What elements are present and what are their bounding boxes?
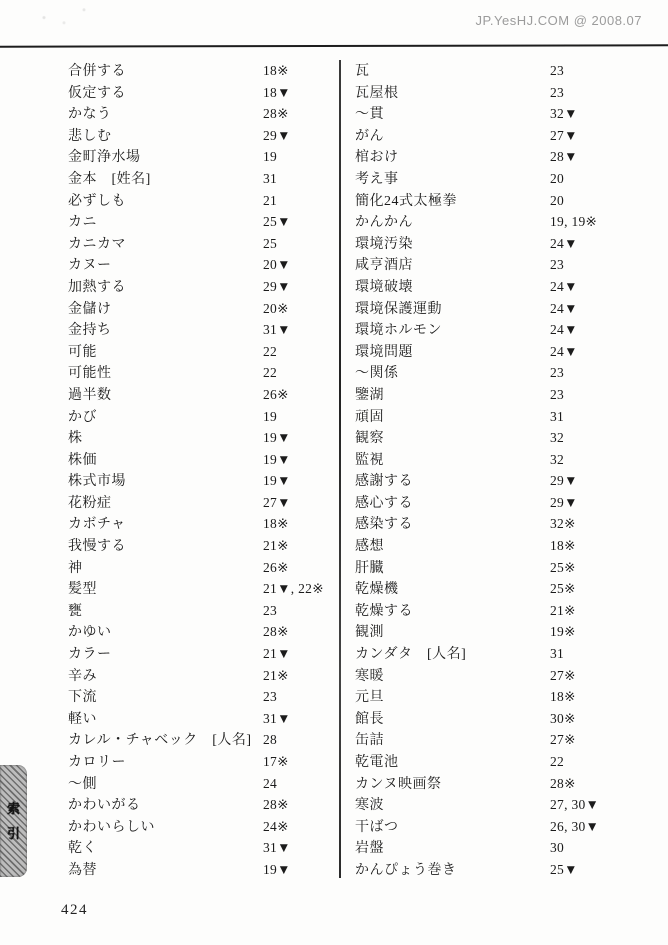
index-page-refs: 29▼	[263, 127, 291, 143]
index-entry-row	[355, 82, 645, 104]
index-term: 髪型	[68, 582, 97, 598]
index-page-refs: 20※	[263, 300, 289, 316]
index-entry-row	[68, 816, 328, 838]
index-entry-row	[355, 837, 645, 859]
index-term: 頑固	[355, 409, 384, 425]
index-page-refs: 24▼	[550, 343, 578, 359]
index-term: 軽い	[68, 711, 97, 727]
index-page-refs: 22	[263, 365, 278, 381]
index-page-refs: 21※	[550, 602, 576, 618]
index-column-left	[68, 60, 328, 881]
index-term: 考え事	[355, 171, 399, 187]
index-page-refs: 18※	[263, 516, 289, 532]
index-term: かび	[68, 409, 97, 425]
index-entry-row	[68, 168, 328, 190]
index-entry-row	[68, 773, 328, 795]
index-page-refs: 21※	[263, 538, 289, 554]
index-entry-row	[355, 535, 645, 557]
index-term: 寒波	[355, 798, 384, 814]
index-entry-row	[68, 837, 328, 859]
index-entry-row	[355, 125, 645, 147]
index-page-refs: 19▼	[263, 473, 291, 489]
index-entry-row	[355, 557, 645, 579]
index-page-refs: 21	[263, 192, 278, 208]
index-term: 辛み	[68, 668, 97, 684]
index-term: 乾電池	[355, 755, 399, 770]
index-entry-row	[355, 600, 645, 622]
index-page-refs: 31	[550, 408, 565, 424]
index-term: 感心する	[355, 495, 413, 511]
index-page-refs: 21▼, 22※	[263, 581, 324, 597]
index-page-refs: 18※	[550, 538, 576, 554]
index-page-refs: 24※	[263, 818, 289, 834]
index-entry-row	[355, 190, 645, 212]
index-entry-row	[355, 362, 645, 384]
watermark-text: JP.YesHJ.COM @ 2008.07	[475, 13, 642, 28]
index-entry-row	[355, 254, 645, 276]
index-page-refs: 31▼	[263, 322, 291, 338]
index-term: かんぴょう巻き	[355, 862, 457, 878]
index-term: 悲しむ	[68, 128, 112, 144]
index-page-refs: 27※	[550, 667, 576, 683]
index-page-refs: 19▼	[263, 430, 291, 446]
index-page-refs: 31▼	[263, 840, 291, 856]
index-page-refs: 25※	[550, 559, 576, 575]
index-term: カンダタ [人名]	[355, 647, 467, 663]
index-entry-row	[68, 276, 328, 298]
index-entry-row	[68, 406, 328, 428]
index-page-refs: 27▼	[263, 494, 291, 510]
index-term: カニカマ	[68, 236, 126, 252]
index-entry-row	[68, 513, 328, 535]
index-entry-row	[355, 513, 645, 535]
index-term: 仮定する	[68, 85, 126, 101]
index-term: 可能性	[68, 366, 112, 382]
index-term: かわいがる	[68, 798, 141, 814]
index-entry-row	[355, 233, 645, 255]
index-term: 感想	[355, 539, 384, 555]
index-term: 合併する	[68, 64, 126, 79]
index-page-refs: 23	[550, 257, 565, 273]
index-page-refs: 24▼	[550, 235, 578, 251]
index-term: かなう	[68, 107, 112, 123]
index-page-refs: 31▼	[263, 710, 291, 726]
index-entry-row	[68, 233, 328, 255]
index-term: 加熱する	[68, 279, 126, 295]
index-term: 過半数	[68, 387, 112, 403]
index-page-refs: 32※	[550, 516, 576, 532]
index-term: 感染する	[355, 517, 413, 533]
index-term: 咸亨酒店	[355, 258, 413, 274]
page-number: 424	[61, 902, 88, 918]
index-term: 為替	[68, 862, 97, 878]
tab-kanji-bottom: 引	[6, 826, 20, 841]
index-page-refs: 23	[550, 365, 565, 381]
index-entry-row	[355, 211, 645, 233]
index-entry-row	[68, 621, 328, 643]
index-page-refs: 19▼	[263, 451, 291, 467]
index-term: 環境破壊	[355, 279, 413, 295]
index-entry-row	[68, 211, 328, 233]
index-term: 環境問題	[355, 344, 413, 360]
index-page-refs: 20	[550, 192, 565, 208]
index-page-refs: 28※	[263, 797, 289, 813]
index-page-refs: 25※	[550, 581, 576, 597]
index-term: 簡化24式太極拳	[355, 193, 457, 209]
index-page-refs: 25	[263, 235, 278, 251]
index-entry-row	[68, 751, 328, 773]
scan-noise	[28, 2, 108, 28]
index-page-refs: 27※	[550, 732, 576, 748]
index-page-refs: 30※	[550, 710, 576, 726]
index-entry-row	[355, 492, 645, 514]
index-term: 感謝する	[355, 474, 413, 490]
index-entry-row	[355, 384, 645, 406]
index-page-refs: 28※	[263, 624, 289, 640]
index-entry-row	[355, 816, 645, 838]
index-page-refs: 29▼	[550, 473, 578, 489]
index-entry-row	[355, 319, 645, 341]
index-term: 環境汚染	[355, 236, 413, 252]
index-entry-row	[68, 535, 328, 557]
index-page-refs: 32	[550, 430, 565, 446]
index-term: カロリー	[68, 755, 126, 770]
index-term: 金持ち	[68, 323, 112, 339]
index-term: 必ずしも	[68, 193, 126, 209]
index-entry-row	[355, 729, 645, 751]
index-term: がん	[355, 128, 384, 144]
index-page-refs: 19	[263, 149, 278, 165]
index-term: カニ	[68, 215, 97, 231]
index-page-refs: 23	[263, 602, 278, 618]
index-page-refs: 22	[263, 343, 278, 359]
index-term: 観測	[355, 625, 384, 641]
index-page-refs: 24▼	[550, 278, 578, 294]
index-page-refs: 24	[263, 775, 278, 791]
index-page-refs: 27▼	[550, 127, 578, 143]
index-page-refs: 19	[263, 408, 278, 424]
tab-kanji-top: 索	[6, 801, 20, 816]
index-term: 可能	[68, 344, 97, 360]
index-entry-row	[68, 384, 328, 406]
index-term: 棺おけ	[355, 150, 399, 166]
index-term: 干ばつ	[355, 819, 399, 835]
index-entry-row	[355, 751, 645, 773]
index-term: 金本 [姓名]	[68, 171, 151, 187]
index-entry-row	[355, 794, 645, 816]
index-term: カヌー	[68, 258, 112, 274]
index-term: カラー	[68, 647, 112, 663]
index-term: 瓦	[355, 64, 370, 79]
index-entry-row	[68, 125, 328, 147]
index-term: 乾燥する	[355, 603, 413, 619]
index-entry-row	[355, 708, 645, 730]
index-page-refs: 20	[550, 170, 565, 186]
index-page-refs: 28	[263, 732, 278, 748]
index-term: 環境ホルモン	[355, 323, 442, 339]
index-term: 金儲け	[68, 301, 112, 317]
index-page-refs: 26※	[263, 386, 289, 402]
index-page-refs: 18※	[263, 63, 289, 78]
index-page-refs: 25▼	[550, 861, 578, 877]
index-term: 鑒湖	[355, 387, 384, 403]
index-entry-row	[68, 190, 328, 212]
index-page-refs: 21▼	[263, 646, 291, 662]
index-entry-row	[68, 643, 328, 665]
index-page-refs: 23	[550, 386, 565, 402]
index-entry-row	[68, 708, 328, 730]
index-page-refs: 28※	[263, 106, 289, 122]
index-entry-row	[68, 665, 328, 687]
index-term: 瓦屋根	[355, 85, 399, 101]
index-entry-row	[68, 319, 328, 341]
index-entry-row	[355, 665, 645, 687]
index-entry-row	[68, 82, 328, 104]
index-entry-row	[355, 146, 645, 168]
index-term: ～関係	[355, 366, 399, 382]
index-entry-row	[68, 103, 328, 125]
index-term: かわいらしい	[68, 819, 155, 835]
index-term: 岩盤	[355, 841, 384, 857]
index-entry-row	[68, 557, 328, 579]
index-entry-row	[355, 859, 645, 881]
index-entry-row	[68, 427, 328, 449]
index-entry-row	[68, 794, 328, 816]
index-entry-row	[355, 578, 645, 600]
index-term: かんかん	[355, 215, 413, 231]
thumb-index-tab	[0, 765, 27, 877]
index-page-refs: 19, 19※	[550, 214, 598, 230]
index-page-refs: 29▼	[263, 278, 291, 294]
index-term: 缶詰	[355, 733, 384, 749]
index-entry-row	[355, 103, 645, 125]
index-term: ～側	[68, 776, 97, 792]
index-page-refs: 20▼	[263, 257, 291, 273]
index-page-refs: 17※	[263, 754, 289, 769]
index-entry-row	[355, 427, 645, 449]
index-term: 金町浄水場	[68, 150, 141, 166]
index-entry-row	[68, 859, 328, 881]
index-term: ～貫	[355, 107, 384, 123]
index-entry-row	[355, 406, 645, 428]
index-page-refs: 18※	[550, 689, 576, 705]
index-entry-row	[68, 362, 328, 384]
index-page-refs: 26※	[263, 559, 289, 575]
index-term: 株価	[68, 452, 97, 468]
index-term: カレル・チャベック [人名]	[68, 733, 252, 749]
index-page-refs: 31	[550, 646, 565, 662]
index-entry-row	[355, 773, 645, 795]
index-entry-row	[68, 600, 328, 622]
index-page-refs: 32▼	[550, 106, 578, 122]
top-rule-line	[0, 44, 668, 47]
index-entry-row	[68, 492, 328, 514]
index-entry-row	[68, 341, 328, 363]
index-page-refs: 19※	[550, 624, 576, 640]
index-page-refs: 24▼	[550, 322, 578, 338]
index-term: かゆい	[68, 625, 112, 641]
index-entry-row	[68, 146, 328, 168]
index-page-refs: 23	[550, 84, 565, 100]
index-term: 元旦	[355, 690, 384, 706]
index-term: 監視	[355, 452, 384, 468]
index-page-refs: 32	[550, 451, 565, 467]
index-entry-row	[355, 276, 645, 298]
index-column-right	[355, 60, 645, 881]
index-term: 甕	[68, 603, 83, 619]
index-entry-row	[68, 729, 328, 751]
index-page-refs: 24▼	[550, 300, 578, 316]
index-page-refs: 27, 30▼	[550, 797, 600, 813]
index-term: カンヌ映画祭	[355, 776, 442, 792]
index-page-refs: 28▼	[550, 149, 578, 165]
index-page-refs: 23	[263, 689, 278, 705]
index-page-refs: 18▼	[263, 84, 291, 100]
index-page-refs: 25▼	[263, 214, 291, 230]
index-entry-row	[68, 578, 328, 600]
index-entry-row	[355, 298, 645, 320]
index-entry-row	[355, 686, 645, 708]
index-page-refs: 26, 30▼	[550, 818, 600, 834]
index-page-refs: 28※	[550, 775, 576, 791]
index-page-refs: 31	[263, 170, 278, 186]
index-term: 観察	[355, 431, 384, 447]
index-entry-row	[355, 470, 645, 492]
index-term: 環境保護運動	[355, 301, 442, 317]
index-term: 乾燥機	[355, 582, 399, 598]
index-term: 花粉症	[68, 495, 112, 511]
index-page-refs: 23	[550, 63, 565, 78]
index-entry-row	[68, 449, 328, 471]
index-term: カボチャ	[68, 517, 126, 533]
index-page-refs: 19▼	[263, 861, 291, 877]
index-entry-row	[68, 470, 328, 492]
column-divider-line	[339, 60, 341, 878]
index-page-refs: 29▼	[550, 494, 578, 510]
index-page-refs: 30	[550, 840, 565, 856]
index-term: 館長	[355, 711, 384, 727]
index-entry-row	[355, 621, 645, 643]
index-term: 神	[68, 560, 83, 576]
index-entry-row	[355, 168, 645, 190]
index-entry-row	[68, 60, 328, 82]
index-term: 下流	[68, 690, 97, 706]
index-page-refs: 22	[550, 754, 565, 769]
index-entry-row	[68, 686, 328, 708]
index-entry-row	[355, 341, 645, 363]
index-entry-row	[68, 254, 328, 276]
index-term: 株	[68, 431, 83, 447]
index-page-refs: 21※	[263, 667, 289, 683]
index-entry-row	[355, 643, 645, 665]
index-entry-row	[355, 60, 645, 82]
index-term: 乾く	[68, 841, 97, 857]
index-entry-row	[68, 298, 328, 320]
index-term: 寒暖	[355, 668, 384, 684]
index-entry-row	[355, 449, 645, 471]
index-term: 我慢する	[68, 539, 126, 555]
index-term: 株式市場	[68, 474, 126, 490]
index-term: 肝臓	[355, 560, 384, 576]
